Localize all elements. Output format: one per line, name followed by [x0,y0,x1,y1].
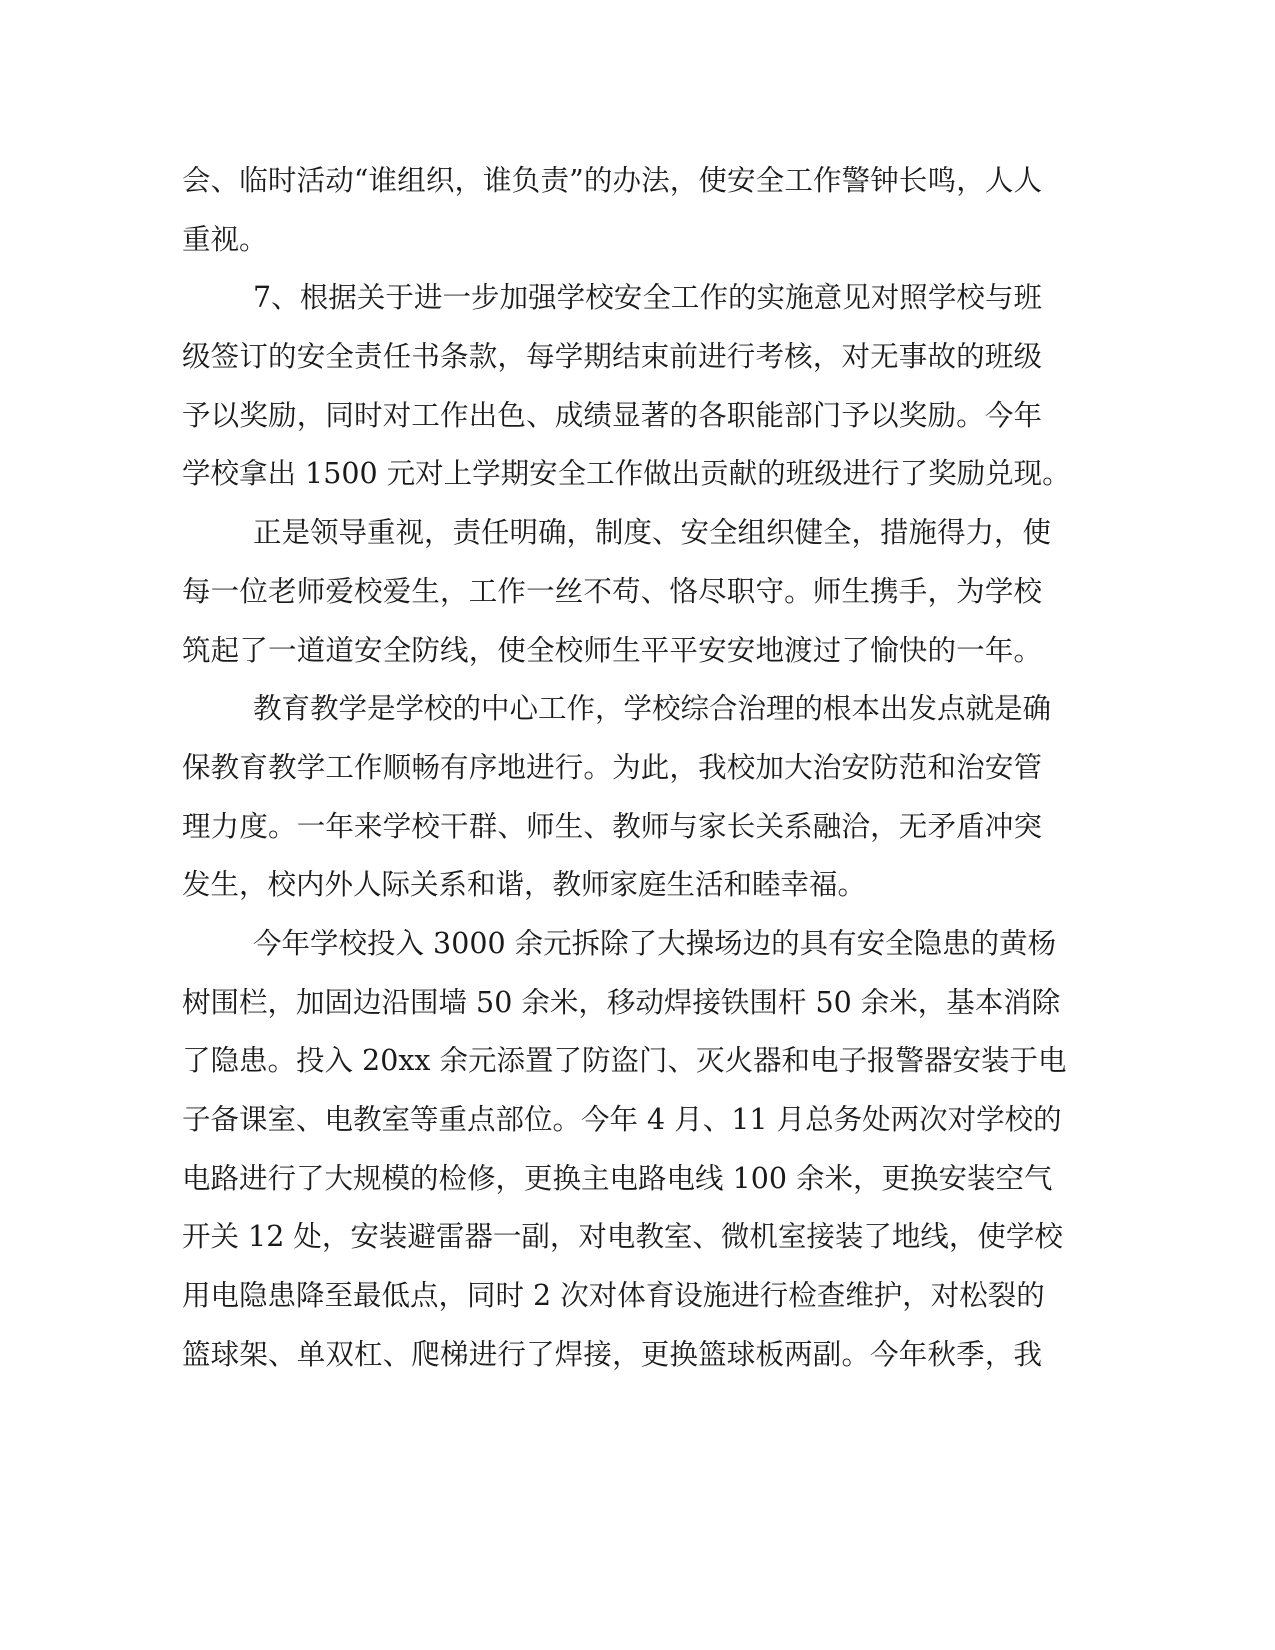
text-line: 电路进行了大规模的检修，更换主电路电线 100 余米，更换安装空气 [182,1161,1053,1195]
text-line: 用电隐患降至最低点，同时 2 次对体育设施进行检查维护，对松裂的 [182,1279,1045,1313]
paragraph-first-line: 今年学校投入 3000 余元拆除了大操场边的具有安全隐患的黄杨 [253,926,1057,960]
text-line: 级签订的安全责任书条款，每学期结束前进行考核，对无事故的班级 [182,340,1042,374]
text-line: 篮球架、单双杠、爬梯进行了焊接，更换篮球板两副。今年秋季，我 [182,1337,1042,1371]
text-line: 学校拿出 1500 元对上学期安全工作做出贡献的班级进行了奖励兑现。 [182,457,1071,491]
text-line: 理力度。一年来学校干群、师生、教师与家长关系融洽，无矛盾冲突 [182,809,1042,843]
text-line: 了隐患。投入 20xx 余元添置了防盗门、灭火器和电子报警器安装于电 [182,1044,1067,1078]
text-line: 子备课室、电教室等重点部位。今年 4 月、11 月总务处两次对学校的 [182,1103,1062,1136]
text-line: 开关 12 处，安装避雷器一副，对电教室、微机室接装了地线，使学校 [182,1220,1063,1254]
text-line: 保教育教学工作顺畅有序地进行。为此，我校加大治安防范和治安管 [182,750,1042,784]
text-line: 发生，校内外人际关系和谐，教师家庭生活和睦幸福。 [182,868,867,902]
text-line: 每一位老师爱校爱生，工作一丝不苟、恪尽职守。师生携手，为学校 [182,574,1042,608]
paragraph-first-line: 教育教学是学校的中心工作，学校综合治理的根本出发点就是确 [253,692,1052,726]
body-text [182,152,1071,1384]
text-line: 树围栏，加固边沿围墙 50 余米，移动焊接铁围杆 50 余米，基本消除 [182,985,1061,1019]
text-line: 重视。 [182,222,268,256]
text-line: 会、临时活动“谁组织，谁负责”的办法，使安全工作警钟长鸣，人人 [182,164,1042,197]
paragraph-first-line: 7、根据关于进一步加强学校安全工作的实施意见对照学校与班 [253,281,1042,315]
text-line: 筑起了一道道安全防线，使全校师生平平安安地渡过了愉快的一年。 [182,633,1042,667]
text-line: 予以奖励，同时对工作出色、成绩显著的各职能部门予以奖励。今年 [182,398,1042,432]
paragraph-first-line: 正是领导重视，责任明确，制度、安全组织健全，措施得力，使 [253,516,1052,550]
